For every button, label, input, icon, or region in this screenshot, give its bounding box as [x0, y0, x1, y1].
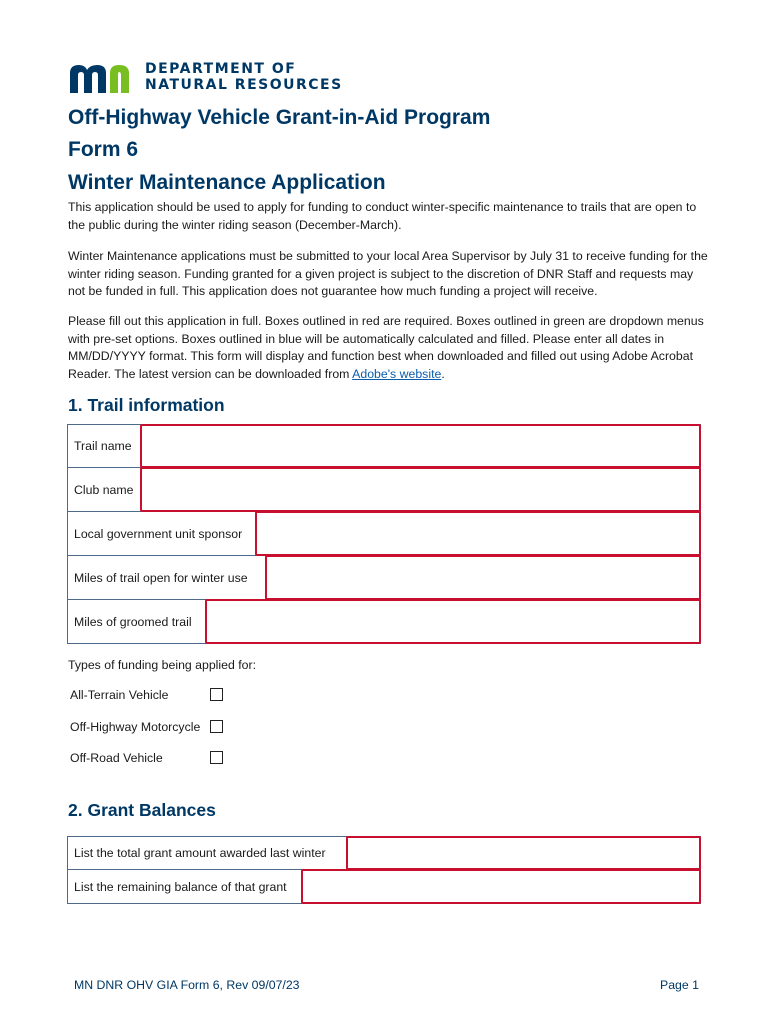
groomed-miles-field[interactable] [205, 599, 701, 644]
club-name-label: Club name [74, 482, 134, 497]
ohm-label: Off-Highway Motorcycle [70, 720, 201, 734]
section-2-heading: 2. Grant Balances [68, 800, 216, 820]
groomed-miles-row [67, 600, 701, 644]
club-name-field[interactable] [140, 467, 701, 512]
title-application: Winter Maintenance Application [68, 171, 386, 194]
remaining-balance-field[interactable] [301, 869, 701, 904]
ohm-checkbox[interactable] [210, 720, 223, 733]
mn-mark-icon [70, 65, 129, 93]
atv-checkbox[interactable] [210, 688, 223, 701]
logo-line-1: DEPARTMENT OF [145, 61, 297, 77]
footer-page-number: Page 1 [660, 978, 699, 992]
footer-form-revision: MN DNR OHV GIA Form 6, Rev 09/07/23 [74, 978, 300, 992]
logo-wordmark [145, 61, 343, 93]
lgu-sponsor-label: Local government unit sponsor [74, 526, 243, 541]
atv-label: All-Terrain Vehicle [70, 688, 169, 702]
trail-name-label: Trail name [74, 439, 132, 453]
winter-miles-field[interactable] [265, 555, 701, 600]
lgu-sponsor-field[interactable] [255, 511, 701, 556]
awarded-last-winter-field[interactable] [346, 836, 701, 870]
section-1-heading: 1. Trail information [68, 395, 225, 415]
remaining-balance-row [67, 870, 701, 904]
title-program: Off-Highway Vehicle Grant-in-Aid Program [68, 106, 491, 129]
lgu-sponsor-row [67, 512, 701, 556]
trail-name-row [67, 424, 701, 468]
club-name-row [67, 468, 701, 512]
winter-miles-label: Miles of trail open for winter use [74, 570, 248, 585]
groomed-miles-label: Miles of groomed trail [74, 614, 192, 629]
logo-line-2: NATURAL RESOURCES [145, 77, 343, 93]
instructions-end: . [441, 366, 445, 381]
intro-paragraph-2: Winter Maintenance applications must be submitted to your local Area Supervisor by July 31 to receive funding for the winter riding season. Funding granted for a given project is subject to the discretion of DNR Staff and requests may not be funded in full. This application does not guarantee how much funding a project will receive. [68, 249, 708, 298]
adobe-website-link[interactable]: Adobe's website [352, 366, 442, 381]
winter-miles-row [67, 556, 701, 600]
intro-paragraph-3 [68, 313, 708, 383]
title-form: Form 6 [68, 138, 139, 161]
funding-prompt: Types of funding being applied for: [68, 658, 257, 672]
awarded-last-winter-row [67, 836, 701, 870]
orv-checkbox[interactable] [210, 751, 223, 764]
intro-paragraph-1: This application should be used to apply for funding to conduct winter-specific maintenance to trails that are open to the public during the winter riding season (December-March). [68, 200, 697, 232]
instructions-text: Please fill out this application in full. Boxes outlined in red are required. Boxes outlined in green are dropdown menus with pre-set options. Boxes outlined in blue will be automatically calculated and filled. Please enter all dates in MM/DD/YYYY format. This form will display and function best when downloaded and filled out using Adobe Acrobat Reader. The latest version can be downloaded from [68, 314, 704, 381]
awarded-last-winter-label: List the total grant amount awarded last winter [74, 846, 326, 860]
trail-name-field[interactable] [140, 424, 701, 468]
remaining-balance-label: List the remaining balance of that grant [74, 879, 287, 894]
orv-label: Off-Road Vehicle [70, 751, 163, 765]
